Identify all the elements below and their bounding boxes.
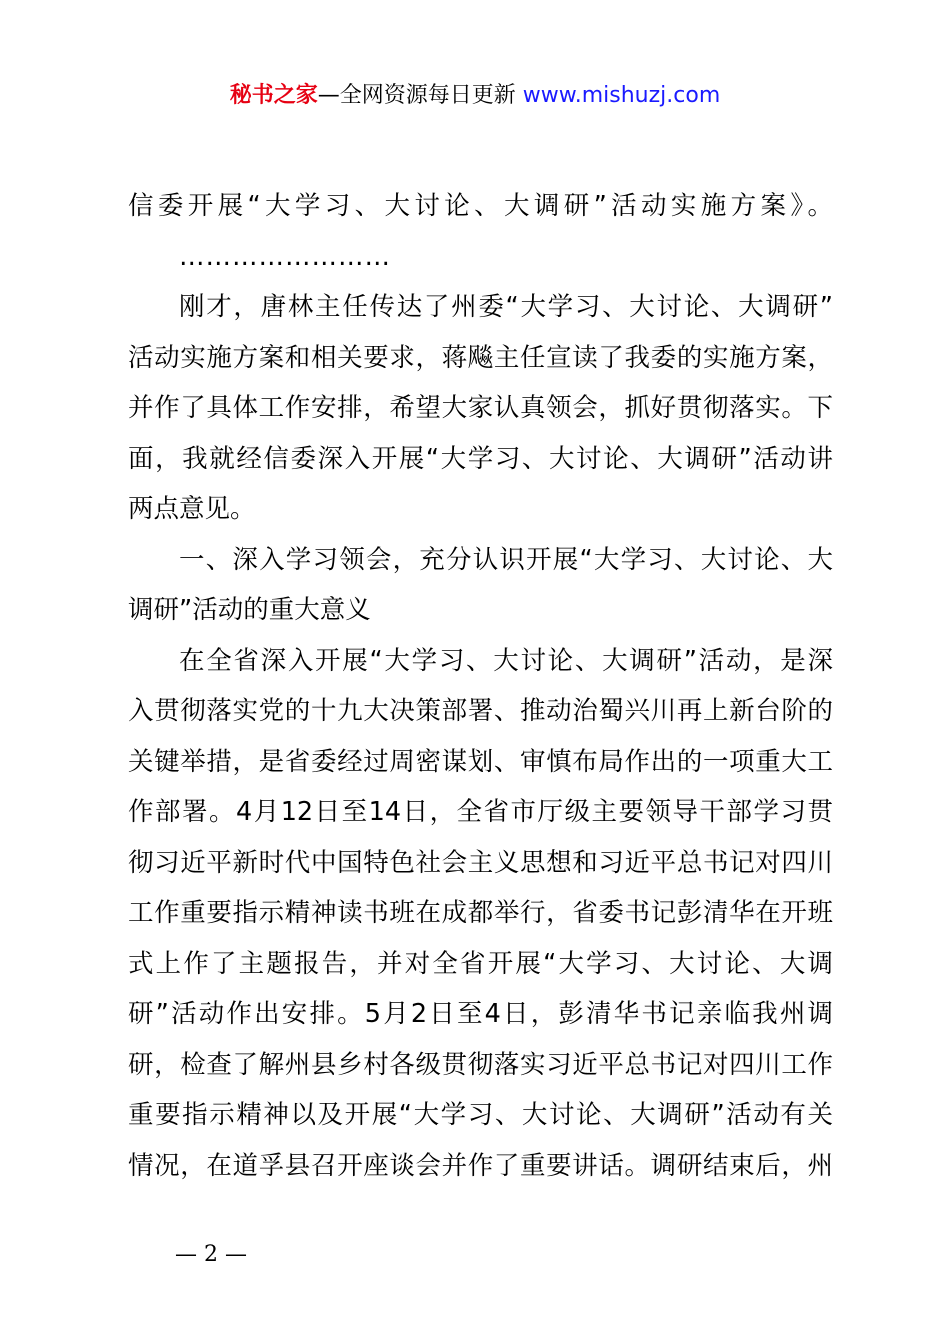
text-line: 作部署。4月12日至14日，全省市厅级主要领导干部学习贯	[128, 797, 833, 827]
text-line: 关键举措，是省委经过周密谋划、审慎布局作出的一项重大工	[128, 746, 833, 777]
section-heading-line: 调研”活动的重大意义	[128, 595, 371, 625]
site-banner	[0, 80, 950, 112]
text-line: 研”活动作出安排。5月2日至4日，彭清华书记亲临我州调	[128, 999, 833, 1029]
page-number: — 2 —	[175, 1242, 247, 1267]
site-tagline: —全网资源每日更新	[317, 83, 523, 108]
text-line: 式上作了主题报告，并对全省开展“大学习、大讨论、大调	[128, 948, 833, 979]
text-line: 重要指示精神以及开展“大学习、大讨论、大调研”活动有关	[128, 1100, 833, 1130]
paragraph-start-line: 在全省深入开展“大学习、大讨论、大调研”活动，是深	[179, 645, 833, 676]
paragraph-start-line: 刚才，唐林主任传达了州委“大学习、大讨论、大调研”	[179, 292, 833, 322]
site-url-link[interactable]: www.mishuzj.com	[522, 83, 721, 108]
text-line: 面，我就经信委深入开展“大学习、大讨论、大调研”活动讲	[128, 443, 833, 474]
ellipsis-line: ……………………	[179, 241, 391, 272]
site-brand-name: 秘书之家	[229, 83, 318, 108]
text-line: 彻习近平新时代中国特色社会主义思想和习近平总书记对四川	[128, 847, 833, 878]
section-heading-line: 一、深入学习领会，充分认识开展“大学习、大讨论、大	[179, 544, 833, 575]
text-line: 研，检查了解州县乡村各级贯彻落实习近平总书记对四川工作	[128, 1049, 833, 1080]
document-body	[128, 181, 833, 1191]
text-line: 信委开展“大学习、大讨论、大调研”活动实施方案》。	[128, 191, 833, 221]
text-line: 两点意见。	[128, 494, 256, 524]
text-line: 入贯彻落实党的十九大决策部署、推动治蜀兴川再上新台阶的	[128, 696, 833, 726]
text-line: 活动实施方案和相关要求，蒋飚主任宣读了我委的实施方案，	[128, 342, 833, 373]
text-line: 情况，在道孚县召开座谈会并作了重要讲话。调研结束后，州	[128, 1150, 833, 1181]
text-line: 工作重要指示精神读书班在成都举行，省委书记彭清华在开班	[128, 898, 833, 928]
text-line: 并作了具体工作安排，希望大家认真领会，抓好贯彻落实。下	[128, 393, 833, 423]
